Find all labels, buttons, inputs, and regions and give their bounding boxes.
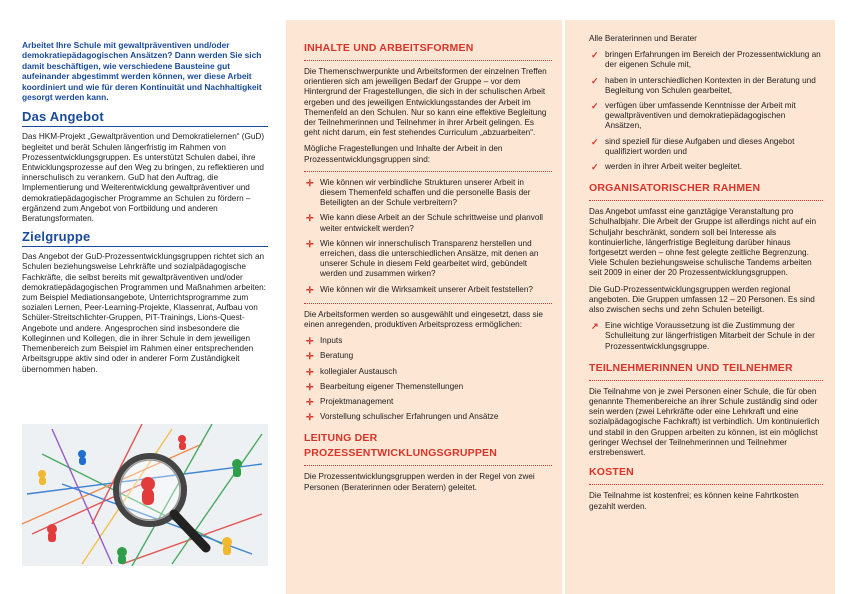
heading-divider [589, 380, 823, 381]
plus-icon: ✛ [306, 238, 314, 249]
check-icon: ✓ [591, 75, 599, 86]
list-item: ✛ Projektmanagement [306, 397, 394, 408]
plus-icon: ✛ [306, 213, 314, 224]
leitung-heading: LEITUNG DER PROZESSENTWICKLUNGSGRUPPEN [304, 432, 498, 460]
rahmen-note [589, 321, 823, 352]
fragen-intro: Mögliche Fragestellungen und Inhalte der Arbeit in den Prozessentwicklungsgruppen sind: [304, 144, 503, 164]
inhalte-heading: INHALTE UND ARBEITSFORMEN [304, 42, 474, 54]
check-icon: ✓ [591, 136, 599, 147]
leitung-text: Die Prozessentwicklungsgruppen werden in der Regel von zwei Personen (Beraterinnen oder Beratern) geleitet. [304, 472, 535, 492]
angebot-text: Das HKM-Projekt „Gewaltprävention und Demokratielernen“ (GuD) begleitet und berät Schulen längerfristig im Rahmen von Prozessentwicklungsgruppen. Es unterstützt Schulen dabei, ihre Entwicklungsprozesse auf den Weg zu bringen, zu reflektieren und innerschulisch zu verankern. GuD hat den Auftrag, die Implementierung und Weiterentwicklung gewaltpräventiver und demokratiepädagogischer Programme an Schulen zu fördern – ergänzend zum Angebot von Fortbildung und anderen Beratungsformaten. [22, 132, 265, 224]
check-icon: ✓ [591, 162, 599, 173]
heading-divider [304, 60, 552, 61]
rahmen-text-2: Die GuD-Prozessentwicklungsgruppen werden regional angeboten. Die Gruppen umfassen 12 – 20 Personen. Es sind also zwischen sechs und zehn Schulen beteiligt. [589, 284, 815, 315]
right-column [565, 20, 835, 594]
plus-icon: ✛ [306, 351, 314, 362]
zielgruppe-heading: Zielgruppe [22, 230, 268, 247]
list-item: ✛ Vorstellung schulischer Erfahrungen und Ansätze [306, 412, 499, 423]
plus-icon: ✛ [306, 381, 314, 392]
kosten-heading: KOSTEN [589, 466, 634, 479]
left-column [22, 40, 268, 381]
formen-list [304, 336, 552, 422]
magnifier-network-photo [22, 424, 268, 566]
zielgruppe-text: Das Angebot der GuD-Prozessentwicklungsgruppen richtet sich an Schulen beziehungsweise Lehrkräfte und sozialpädagogische Fachkräfte, die selbst bereits mit gewaltpräventiven und/oder demokratiepädagogischen Programmen und Maßnahmen arbeiten: zum Beispiel Mediationsangebote, Unterrichtsprogramme zum sozialen Lernen, Peer-Learning-Projekte, Klassenrat, Aufbau von Schüler-Streitschlichter-Gruppen, PiT-Trainings, Lions-Quest-Angebote und andere. Angesprochen sind insbesondere die Kolleginnen und Kollegen, die in ihrer Schule in dem jeweiligen Themenbereich zum Beispiel im Rahmen einer entsprechenden Arbeitsgruppe aktiv sind oder in anderer Form Zuständigkeit übernommen haben. [22, 252, 266, 374]
rahmen-heading: ORGANISATORISCHER RAHMEN [589, 182, 761, 195]
list-item: ✛ kollegialer Austausch [306, 366, 397, 377]
heading-divider [589, 484, 823, 485]
heading-divider [304, 465, 552, 466]
plus-icon: ✛ [306, 397, 314, 408]
berater-intro: Alle Beraterinnen und Berater [589, 34, 697, 43]
list-item: ✓ werden in ihrer Arbeit weiter begleitet. [591, 162, 742, 173]
angebot-heading: Das Angebot [22, 110, 268, 127]
network-illustration [22, 424, 268, 566]
list-item: ✓ haben in unterschiedlichen Kontexten in der Beratung und Begleitung von Schulen gearbeitet, [591, 75, 816, 95]
rahmen-text-1: Das Angebot umfasst eine ganztägige Veranstaltung pro Schulhalbjahr. Die Arbeit der Gruppe ist allerdings nicht auf ein Schuljahr beschränkt, sondern soll bei Interesse als kontinuierliche, längerfristige Begleitung darüber hinaus fortgesetzt werden – ohne fest gelegte zeitliche Begrenzung. Viele Schulen beziehungsweise schulische Tandems arbeiten seit 2009 in einer der 20 Prozessentwicklungsgruppen. [589, 207, 817, 278]
plus-icon: ✛ [306, 336, 314, 347]
list-item: ↗ Eine wichtige Voraussetzung ist die Zustimmung der Schulleitung zur längerfristigen Mitarbeit der Schule in der Prozessentwicklungsgruppe. [591, 321, 815, 351]
intro-text: Arbeitet Ihre Schule mit gewaltpräventiven und/oder demokratiepädagogischen Ansätzen? Dann werden Sie sich damit beschäftigen, wie verschiedene Bausteine gut aufeinander abgestimmt werden können, wer diese Arbeit koordiniert und wie für deren Kontinuität und Nachhaltigkeit gesorgt werden kann. [22, 40, 262, 103]
plus-icon: ✛ [306, 177, 314, 188]
list-item: ✛ Wie können wir innerschulisch Transparenz herstellen und erreichen, dass die unterschiedlichen Ansätze, mit denen an unserer Schule in diesem Feld gearbeitet wird, gebündelt werden und zusammen wirken? [306, 238, 539, 279]
list-divider [304, 303, 552, 304]
plus-icon: ✛ [306, 366, 314, 377]
list-item: ✛ Bearbeitung eigener Themenstellungen [306, 381, 464, 392]
middle-column [286, 20, 562, 594]
list-item: ✛ Wie kann diese Arbeit an der Schule schrittweise und planvoll weiter entwickelt werden? [306, 213, 544, 233]
list-item: ✛ Wie können wir die Wirksamkeit unserer Arbeit feststellen? [306, 284, 533, 295]
inhalte-text: Die Themenschwerpunkte und Arbeitsformen der einzelnen Treffen orientieren sich am jeweiligen Bedarf der Gruppe – vor dem Hintergrund der Fragestellungen, die sich in der schulischen Arbeit ergeben und des jeweiligen Entwicklungsstandes der Arbeit im Themenfeld an den Schulen. Nur so kann eine effektive Begleitung der Teilnehmerinnen und Teilnehmer in ihrer Arbeit gelingen. Es geht nicht darum, ein fest stehendes Curriculum „abzuarbeiten“. [304, 67, 547, 138]
list-item: ✓ sind speziell für diese Aufgaben und dieses Angebot qualifiziert worden und [591, 136, 795, 156]
list-item: ✛ Inputs [306, 336, 343, 347]
list-item: ✓ bringen Erfahrungen im Bereich der Prozessentwicklung an der eigenen Schule mit, [591, 50, 821, 70]
plus-icon: ✛ [306, 412, 314, 423]
check-icon: ✓ [591, 50, 599, 61]
check-icon: ✓ [591, 101, 599, 112]
teilnehmer-text: Die Teilnahme von je zwei Personen einer Schule, die für oben genannte Themenbereiche an ihrer Schule zuständig sind oder sein werden (zwei Lehrkräfte oder eine Lehrkraft und eine sozialpädagogische Fachkraft) ist verbindlich. Um kontinuierlich und stabil in den Gruppen arbeiten zu können, ist ein möglichst geringer Wechsel der Teilnehmerinnen und Teilnehmer erstrebenswert. [589, 386, 820, 458]
list-item: ✓ verfügen über umfassende Kenntnisse der Arbeit mit gewaltpräventiven und demokratiepädagogischen Ansätzen, [591, 101, 796, 131]
kosten-text: Die Teilnahme ist kostenfrei; es können keine Fahrtkosten gezahlt werden. [589, 491, 799, 511]
plus-icon: ✛ [306, 284, 314, 295]
arrow-up-right-icon: ↗ [591, 321, 599, 332]
formen-intro: Die Arbeitsformen werden so ausgewählt und eingesetzt, dass sie einen anregenden, produktiven Arbeitsprozess ermöglichen: [304, 309, 543, 330]
teilnehmer-heading: TEILNEHMERINNEN UND TEILNEHMER [589, 361, 793, 374]
berater-list [589, 50, 823, 172]
fragen-list [304, 178, 552, 295]
list-item: ✛ Beratung [306, 351, 354, 362]
list-item: ✛ Wie können wir verbindliche Strukturen unserer Arbeit in diesem Themenfeld schaffen und die personelle Basis der Beteiligten an der Schule verbreitern? [306, 177, 531, 208]
heading-divider [589, 200, 823, 201]
list-divider [304, 171, 552, 172]
